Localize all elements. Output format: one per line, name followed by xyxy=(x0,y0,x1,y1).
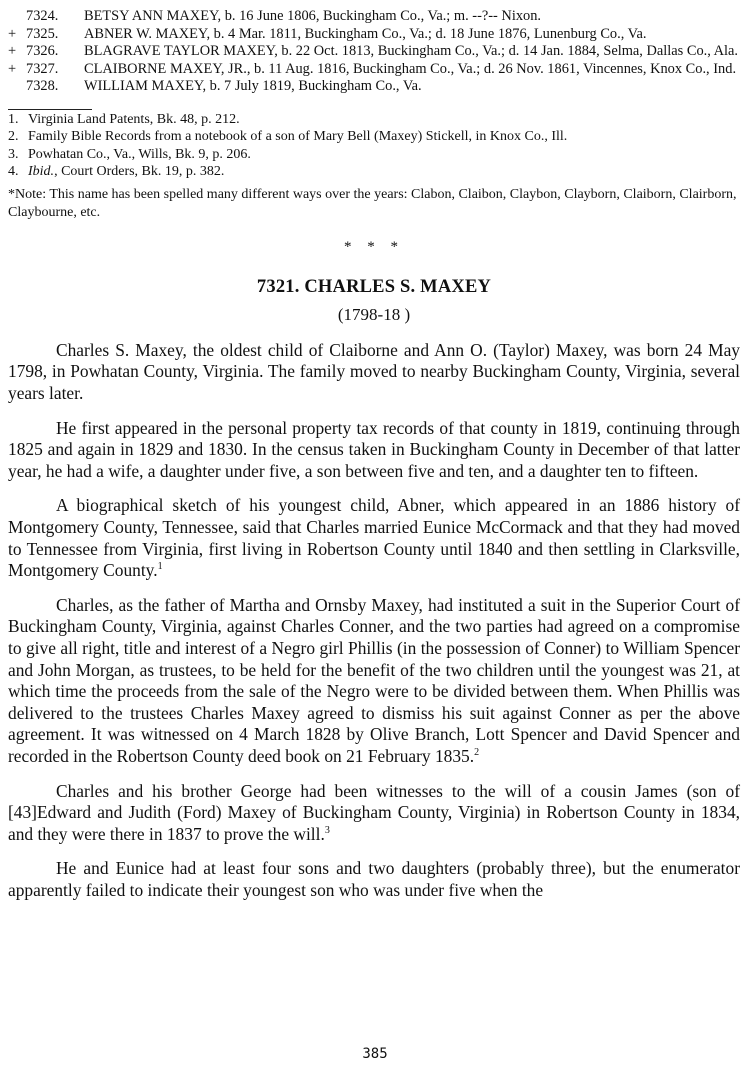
paragraph-text: He first appeared in the personal property tax records of that county in 1819, continuing through 1825 and again in 1829 and 1830. In the census taken in Buckingham County in December of that latter year, he had a wife, a daughter under five, a son between five and ten, and a daughter ten to fifteen. xyxy=(8,417,740,481)
paragraph xyxy=(8,781,740,846)
section-separator: * * * xyxy=(344,238,404,255)
footnotes xyxy=(8,111,740,181)
paragraph xyxy=(8,418,740,483)
entry-number: 7324. xyxy=(26,8,59,24)
footnote xyxy=(8,146,740,164)
paragraph-text: Charles S. Maxey, the oldest child of Claiborne and Ann O. (Taylor) Maxey, was born 24 May 1798, in Powhatan County, Virginia. The family moved to nearby Buckingham County, Virginia, several years later. xyxy=(8,339,740,404)
footnote-body: Family Bible Records from a notebook of a son of Mary Bell (Maxey) Stickell, in Knox Co., Ill. xyxy=(28,129,568,145)
entry-text: WILLIAM MAXEY, b. 7 July 1819, Buckingham Co., Va. xyxy=(84,78,422,94)
footnote-text xyxy=(28,163,740,181)
footnote-number: 1. xyxy=(8,111,19,127)
life-dates: (1798-18 ) xyxy=(337,304,411,324)
list-item xyxy=(8,78,740,96)
entry-text: ABNER W. MAXEY, b. 4 Mar. 1811, Buckingham Co., Va.; d. 18 June 1876, Lunenburg Co., Va. xyxy=(84,25,647,42)
paragraph-text: Charles and his brother George had been witnesses to the will of a cousin James (son of [43]Edward and Judith (Ford) Maxey of Buckingham County, Virginia) in Robertson County in 1834, and they were there in 1837 to prove the will. xyxy=(8,780,740,844)
paragraph xyxy=(8,858,740,901)
footnote xyxy=(8,163,740,181)
section-heading: 7321. CHARLES S. MAXEY xyxy=(256,276,492,297)
entry-number: 7326. xyxy=(26,43,59,59)
footnote-body: , Court Orders, Bk. 19, p. 382. xyxy=(54,164,225,180)
paragraph-text: Charles, as the father of Martha and Ornsby Maxey, had instituted a suit in the Superior Court of Buckingham County, Virginia, against Charles Conner, and the two parties had agreed on a compromise to give all right, title and interest of a Negro girl Phillis (in the possession of Conner) to William Spencer and John Morgan, as trustees, to be held for the benefit of the two children until the youngest was 21, at which time the proceeds from the sale of the Negro were to be divided between them. When Phillis was delivered to the trustees Charles Maxey agreed to dismiss his suit against Conner as per the above agreement. It was witnessed on 4 March 1828 by Olive Branch, Lott Spencer and David Spencer and recorded in the Robertson County deed book on 21 February 1835. xyxy=(8,594,740,766)
footnote xyxy=(8,111,740,129)
descendant-list xyxy=(8,8,740,96)
plus-marker: + xyxy=(8,25,17,42)
list-item xyxy=(8,43,740,61)
list-item xyxy=(8,61,740,79)
list-item xyxy=(8,26,740,44)
plus-marker xyxy=(8,78,26,96)
entry-text: BLAGRAVE TAYLOR MAXEY, b. 22 Oct. 1813, Buckingham Co., Va.; d. 14 Jan. 1884, Selma, Dallas Co., Ala. xyxy=(84,43,739,59)
footnote-divider xyxy=(8,109,92,110)
entry-number: 7327. xyxy=(26,60,59,77)
paragraph-text: A biographical sketch of his youngest child, Abner, which appeared in an 1886 history of Montgomery County, Tennessee, said that Charles married Eunice McCormack and that they had moved to Tennessee from Virginia, first living in Robertson County until 1840 and then settling in Clarksville, Montgomery County. xyxy=(8,495,740,581)
entry-number: 7328. xyxy=(26,78,59,94)
entry-text: CLAIBORNE MAXEY, JR., b. 11 Aug. 1816, Buckingham Co., Va.; d. 26 Nov. 1861, Vincennes, Knox Co., Ind. xyxy=(84,60,737,77)
list-item xyxy=(8,8,740,26)
footnote-text xyxy=(28,146,740,164)
footnote-number: 3. xyxy=(8,146,19,162)
document-page xyxy=(8,8,740,915)
footnote-ref: 3 xyxy=(324,824,330,836)
footnote-number: 4. xyxy=(8,164,19,180)
paragraph-text: He and Eunice had at least four sons and two daughters (probably three), but the enumerator apparently failed to indicate their youngest son who was under five when the xyxy=(8,858,740,900)
entry-text: BETSY ANN MAXEY, b. 16 June 1806, Buckingham Co., Va.; m. --?-- Nixon. xyxy=(84,8,542,24)
plus-marker: + xyxy=(8,60,17,77)
footnote-ref: 1 xyxy=(157,561,163,573)
footnote-text xyxy=(28,128,740,146)
footnote-ref: 2 xyxy=(474,746,480,758)
footnote-italic: Ibid. xyxy=(28,164,55,180)
spelling-note: *Note: This name has been spelled many different ways over the years: Clabon, Claibon, Claybon, Clayborn, Claiborn, Clairborn, Claybourne, etc. xyxy=(8,186,737,220)
page-number: 385 xyxy=(362,1046,388,1062)
footnote-body: Virginia Land Patents, Bk. 48, p. 212. xyxy=(28,111,240,127)
footnote-number: 2. xyxy=(8,129,19,145)
plus-marker: + xyxy=(8,43,17,59)
footnote-body: Powhatan Co., Va., Wills, Bk. 9, p. 206. xyxy=(28,146,251,162)
paragraph xyxy=(8,495,740,581)
entry-number: 7325. xyxy=(26,25,59,42)
biography-text xyxy=(8,340,740,902)
footnote-text xyxy=(28,111,740,129)
plus-marker xyxy=(8,8,26,26)
paragraph xyxy=(8,595,740,768)
footnote xyxy=(8,128,740,146)
paragraph xyxy=(8,340,740,405)
